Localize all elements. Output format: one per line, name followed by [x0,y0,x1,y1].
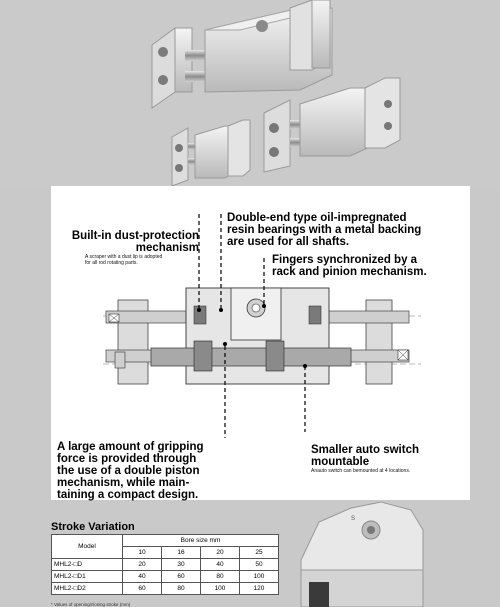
switch-line-1: Smaller auto switch [311,444,420,456]
callout-auto-switch [311,444,469,474]
table-cell: 50 [240,559,279,571]
table-cell: 40 [201,559,240,571]
switch-line-2: mountable [311,456,370,468]
table-cell: 60 [162,571,201,583]
bearing-line-2: resin bearings with a metal backing [227,224,422,236]
bore-10: 10 [123,547,162,559]
row-model: MHL2-□D2 [52,583,123,595]
medium-gripper-image [264,78,400,172]
callout-dust-protection [59,230,199,266]
table-cell: 30 [162,559,201,571]
gripping-line-1: A large amount of gripping [57,441,204,453]
table-cell: 100 [240,571,279,583]
switch-sub: Anauto switch can bemounted at 4 locations. [311,468,411,474]
row-model: MHL2-□D [52,559,123,571]
gripping-line-2: force is provided through [57,453,197,465]
table-cell: 120 [240,583,279,595]
callout-gripping-force [57,441,227,501]
stroke-table [51,534,279,595]
table-cell: 60 [123,583,162,595]
small-gripper-image [172,120,250,186]
bore-25: 25 [240,547,279,559]
gripping-line-5: taining a compact design. [57,489,199,501]
table-cell: 80 [162,583,201,595]
bore-16: 16 [162,547,201,559]
dust-title-1: Built-in dust-protection [71,230,199,242]
large-gripper-image [152,0,332,108]
table-cell: 40 [123,571,162,583]
callout-bearings [227,212,467,248]
callout-fingers [272,254,470,278]
bearing-line-3: are used for all shafts. [227,236,350,248]
gripping-line-4: mechanism, while main- [57,477,190,489]
stroke-footnote: * Values of opening/closing stroke (mm) [51,602,131,607]
dust-title-2: mechanism [135,242,199,254]
product-photos [0,0,500,186]
fingers-line-2: rack and pinion mechanism. [272,266,427,278]
table-cell: 20 [123,559,162,571]
table-cell: 100 [201,583,240,595]
bore-header: Bore size mm [123,535,279,547]
table-row [52,583,279,595]
svg-text:S: S [351,516,356,522]
gripper-product-images [0,0,500,186]
gripping-line-3: the use of a double piston [57,465,200,477]
bearing-line-1: Double-end type oil-impregnated [227,212,407,224]
cutaway-diagram-panel [51,186,470,500]
table-cell: 80 [201,571,240,583]
fingers-line-1: Fingers synchronized by a [272,254,418,266]
stroke-variation-section [51,500,471,607]
table-row [52,571,279,583]
table-row [52,559,279,571]
dust-sub-2: for all rod rotating parts. [85,260,138,266]
piston-rod [151,348,351,366]
stroke-title: Stroke Variation [51,521,135,533]
row-model: MHL2-□D1 [52,571,123,583]
dust-sub-1: A scraper with a dust lip is adopted [85,254,163,260]
model-header: Model [52,535,123,559]
bore-20: 20 [201,547,240,559]
